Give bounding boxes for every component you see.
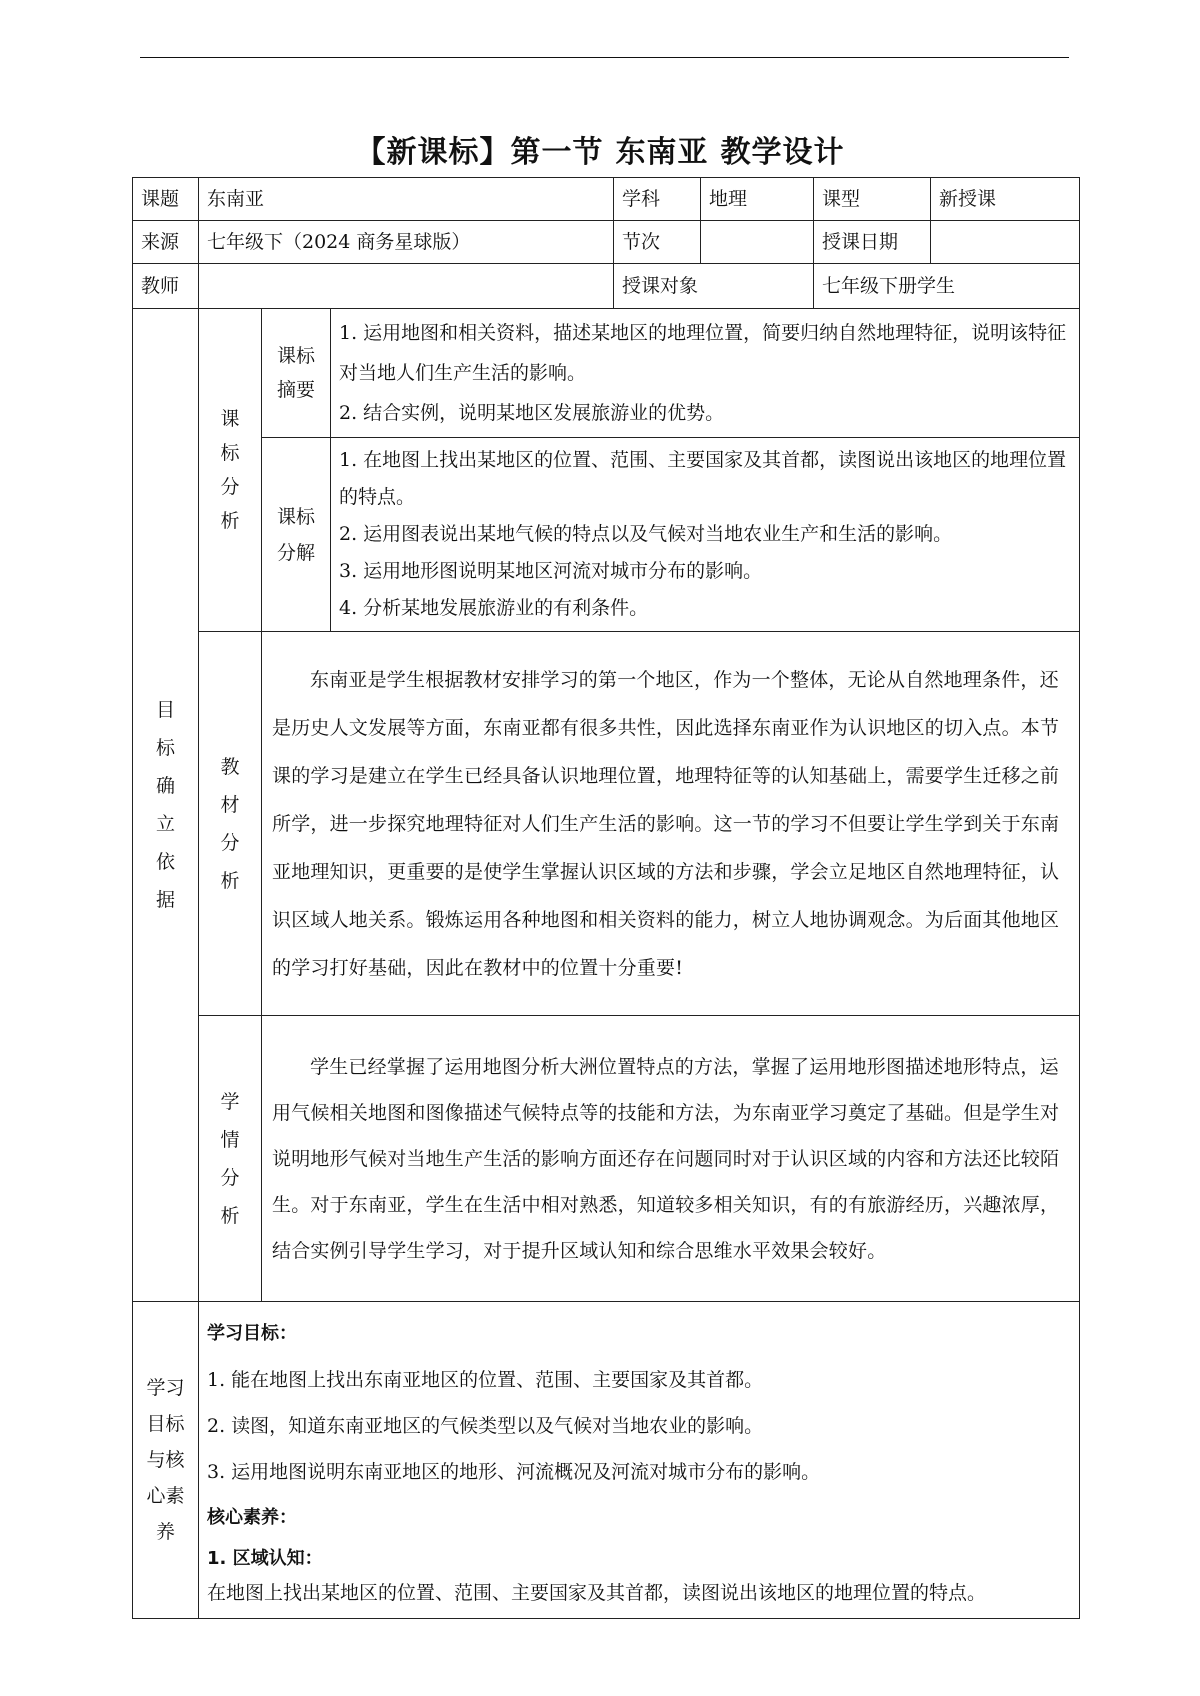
goals-item: 3. 运用地图说明东南亚地区的地形、河流概况及河流对城市分布的影响。 [207, 1461, 821, 1483]
goals-label-cell [133, 1302, 199, 1619]
summary-content [331, 309, 1080, 438]
info-row-2 [133, 221, 1080, 264]
core-text: 在地图上找出某地区的位置、范围、主要国家及其首都，读图说出该地区的地理位置的特点。 [207, 1582, 987, 1604]
lesson-plan-table [132, 177, 1080, 1619]
summary-item: 1. 运用地图和相关资料，描述某地区的地理位置，简要归纳自然地理特征，说明该特征对当地人们生产生活的影响。 [339, 322, 1067, 384]
xueqing-text: 学生已经掌握了运用地图分析大洲位置特点的方法，掌握了运用地形图描述地形特点，运用气候相关地图和图像描述气候特点等的技能和方法，为东南亚学习奠定了基础。但是学生对说明地形气候对当地生产生活的影响方面还存在问题同时对于认识区域的内容和方法还比较陌生。对于东南亚，学生在生活中相对熟悉，知道较多相关知识，有的有旅游经历，兴趣浓厚，结合实例引导学生学习，对于提升区域认知和综合思维水平效果会较好。 [262, 1016, 1080, 1302]
decomp-item: 1. 在地图上找出某地区的位置、范围、主要国家及其首都，读图说出该地区的地理位置的特点。 [339, 449, 1067, 508]
basis-label-cell [133, 309, 199, 1302]
goals-heading: 学习目标： [207, 1323, 297, 1344]
title-part-2: 东南亚 [615, 135, 709, 170]
xueke-label: 学科 [614, 178, 701, 221]
keti-value: 东南亚 [199, 178, 614, 221]
riqi-label: 授课日期 [814, 221, 931, 264]
xueqing-label-cell [199, 1016, 262, 1302]
kebiao-summary-row [133, 309, 1080, 438]
kexing-label: 课型 [814, 178, 931, 221]
jiaocai-label-cell [199, 632, 262, 1016]
kebiao-label-cell [199, 309, 262, 632]
kebiao-label: 课标分析 [220, 408, 240, 532]
info-row-1 [133, 178, 1080, 221]
keti-label: 课题 [133, 178, 199, 221]
page-title [0, 127, 1200, 171]
summary-label: 课标摘要 [276, 345, 315, 401]
xueqing-label: 学情分析 [220, 1090, 240, 1227]
core-subheading: 1. 区域认知： [207, 1548, 323, 1569]
summary-item: 2. 结合实例，说明某地区发展旅游业的优势。 [339, 402, 725, 424]
jieci-label: 节次 [614, 221, 701, 264]
decomp-label-cell [262, 438, 331, 632]
decomp-item: 4. 分析某地发展旅游业的有利条件。 [339, 597, 649, 619]
goals-label: 学习目标与核心素养 [146, 1377, 185, 1543]
jiaocai-row [133, 632, 1080, 1016]
kebiao-decomp-row [133, 438, 1080, 632]
goals-item: 2. 读图，知道东南亚地区的气候类型以及气候对当地农业的影响。 [207, 1415, 764, 1437]
header-rule [140, 57, 1069, 58]
info-row-3 [133, 264, 1080, 309]
duixiang-label: 授课对象 [614, 264, 814, 309]
title-part-1: 【新课标】第一节 [355, 135, 604, 170]
goals-item: 1. 能在地图上找出东南亚地区的位置、范围、主要国家及其首都。 [207, 1369, 764, 1391]
basis-label: 目标确立依据 [155, 699, 175, 911]
decomp-content [331, 438, 1080, 632]
kexing-value: 新授课 [931, 178, 1080, 221]
decomp-item: 3. 运用地形图说明某地区河流对城市分布的影响。 [339, 560, 763, 582]
jieci-value [701, 221, 814, 264]
laiyuan-value: 七年级下（2024 商务星球版） [199, 221, 614, 264]
xueke-value: 地理 [701, 178, 814, 221]
summary-label-cell [262, 309, 331, 438]
title-part-3: 教学设计 [720, 135, 845, 170]
xueqing-row [133, 1016, 1080, 1302]
core-heading: 核心素养： [207, 1507, 297, 1528]
jiaoshi-label: 教师 [133, 264, 199, 309]
laiyuan-label: 来源 [133, 221, 199, 264]
decomp-item: 2. 运用图表说出某地气候的特点以及气候对当地农业生产和生活的影响。 [339, 523, 953, 545]
jiaocai-text: 东南亚是学生根据教材安排学习的第一个地区，作为一个整体，无论从自然地理条件，还是历史人文发展等方面，东南亚都有很多共性，因此选择东南亚作为认识地区的切入点。本节课的学习是建立在学生已经具备认识地理位置，地理特征等的认知基础上，需要学生迁移之前所学，进一步探究地理特征对人们生产生活的影响。这一节的学习不但要让学生学到关于东南亚地理知识，更重要的是使学生掌握认识区域的方法和步骤，学会立足地区自然地理特征，认识区域人地关系。锻炼运用各种地图和相关资料的能力，树立人地协调观念。为后面其他地区的学习打好基础，因此在教材中的位置十分重要! [262, 632, 1080, 1016]
goals-content [199, 1302, 1080, 1619]
jiaoshi-value [199, 264, 614, 309]
decomp-label: 课标分解 [276, 505, 315, 564]
jiaocai-label: 教材分析 [220, 755, 240, 892]
goals-row [133, 1302, 1080, 1619]
duixiang-value: 七年级下册学生 [814, 264, 1080, 309]
riqi-value [931, 221, 1080, 264]
